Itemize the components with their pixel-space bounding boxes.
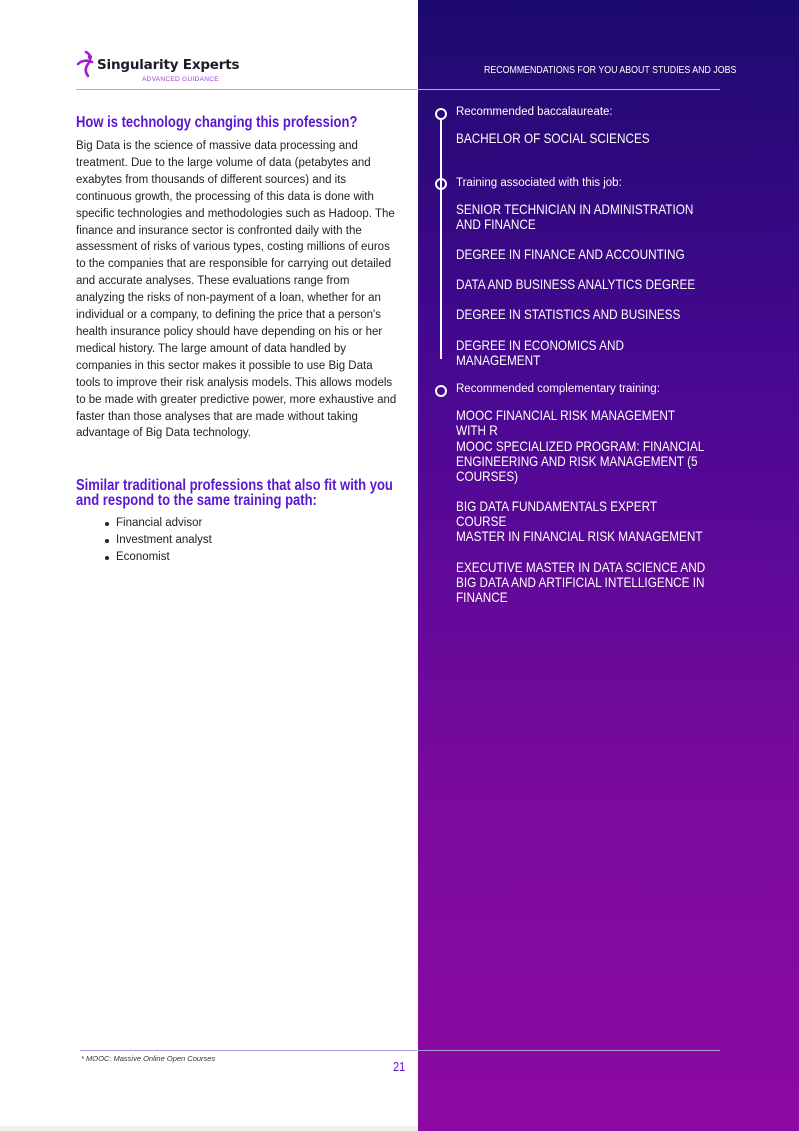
top-divider <box>76 89 720 90</box>
bottom-divider <box>80 1050 720 1051</box>
logo-mark-icon <box>76 48 98 78</box>
list-item: Economist <box>100 549 212 566</box>
training-item: DEGREE IN FINANCE AND ACCOUNTING <box>456 246 685 262</box>
complementary-item: EXECUTIVE MASTER IN DATA SCIENCE AND BIG DATA AND ARTIFICIAL INTELLIGENCE IN FINANCE <box>456 559 706 605</box>
training-item: SENIOR TECHNICIAN IN ADMINISTRATION AND FINANCE <box>456 201 694 232</box>
logo <box>76 48 240 84</box>
tech-paragraph: Big Data is the science of massive data processing and treatment. Due to the large volume of data (petabytes and exabytes from thousands of different sources) and its continuous growth, the processing of this data is done with specific technologies and methodologies such as Hadoop. The finance and insurance sector is confronted daily with the assessment of risks of various types, costing millions of euros to the companies that are responsible for carrying out detailed and accurate analyses. These evaluations range from analyzing the risks of non-payment of a loan, whether for an individual or a company, to defining the price that a person's health insurance policy should have depending on his or her medical history. The large amount of data handled by companies in this sector makes it possible to use Big Data tools to improve their risk analysis models. This allows models to be made with greater predictive power, more exhaustive and faster than those analyses that are made without taking advantage of Big Data technology. <box>76 140 397 440</box>
logo-tagline: ADVANCED GUIDANCE <box>142 76 219 83</box>
header-title: RECOMMENDATIONS FOR YOU ABOUT STUDIES AND JOBS <box>484 64 737 76</box>
timeline-node-icon <box>435 385 447 397</box>
similar-professions-heading: Similar traditional professions that also fit with you and respond to the same training path: <box>76 477 393 509</box>
complementary-item: MOOC FINANCIAL RISK MANAGEMENT WITH R <box>456 407 675 438</box>
list-item: Investment analyst <box>100 532 212 549</box>
page-number: 21 <box>393 1059 406 1074</box>
tech-heading: How is technology changing this profession? <box>76 114 358 131</box>
training-item: DEGREE IN ECONOMICS AND MANAGEMENT <box>456 337 624 368</box>
training-label: Training associated with this job: <box>456 177 622 189</box>
bottom-strip <box>0 1126 418 1131</box>
training-item: DEGREE IN STATISTICS AND BUSINESS <box>456 306 681 322</box>
complementary-label: Recommended complementary training: <box>456 383 660 395</box>
training-item: DATA AND BUSINESS ANALYTICS DEGREE <box>456 276 696 292</box>
baccalaureate-label: Recommended baccalaureate: <box>456 106 613 118</box>
timeline-node-icon <box>435 108 447 120</box>
list-item: Financial advisor <box>100 515 212 532</box>
logo-name: Singularity Experts <box>97 57 240 73</box>
timeline-line <box>440 119 442 359</box>
complementary-item: BIG DATA FUNDAMENTALS EXPERT COURSE <box>456 498 657 529</box>
complementary-item: MASTER IN FINANCIAL RISK MANAGEMENT <box>456 528 703 544</box>
similar-professions-list <box>100 515 212 566</box>
timeline-node-icon <box>435 178 447 190</box>
baccalaureate-item: BACHELOR OF SOCIAL SCIENCES <box>456 130 650 146</box>
complementary-item: MOOC SPECIALIZED PROGRAM: FINANCIAL ENGINEERING AND RISK MANAGEMENT (5 COURSES) <box>456 438 704 484</box>
footnote: * MOOC: Massive Online Open Courses <box>81 1054 216 1063</box>
